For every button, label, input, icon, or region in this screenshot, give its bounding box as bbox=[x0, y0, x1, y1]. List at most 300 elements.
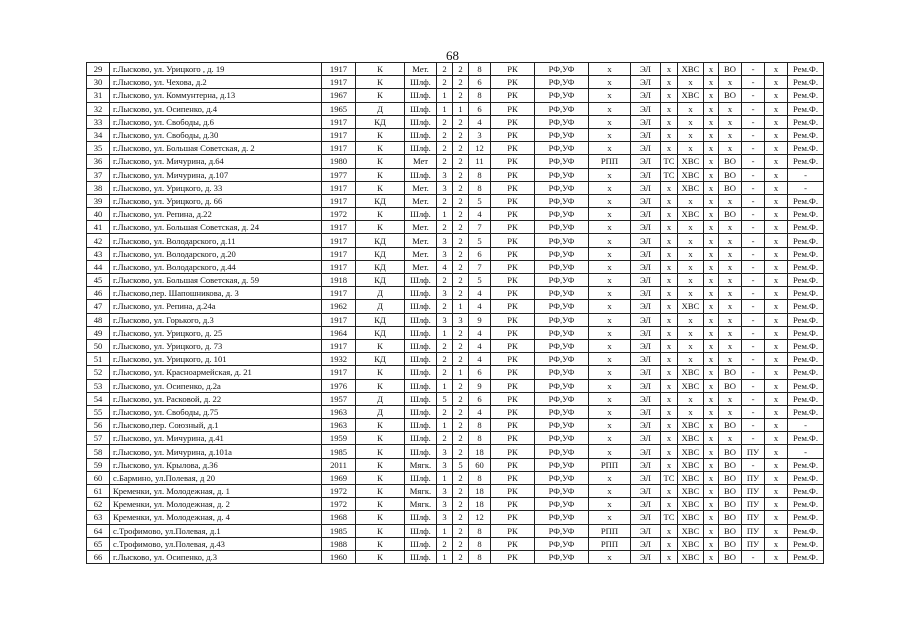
col-pu-cell: - bbox=[742, 115, 765, 128]
apartments-cell: 8 bbox=[469, 419, 491, 432]
entrances-cell: 2 bbox=[453, 247, 469, 260]
table-row bbox=[87, 366, 824, 379]
floors-cell: 2 bbox=[437, 432, 453, 445]
row-number-cell: 55 bbox=[87, 405, 110, 418]
col-hot-water-cell: х bbox=[704, 392, 719, 405]
col-rpp-cell: РПП bbox=[589, 537, 631, 550]
row-number-cell: 64 bbox=[87, 524, 110, 537]
col-gas-cell: х bbox=[765, 102, 788, 115]
apartments-cell: 6 bbox=[469, 76, 491, 89]
roof-material-cell: Шлф. bbox=[405, 168, 437, 181]
col-pu-cell: - bbox=[742, 168, 765, 181]
year-built-cell: 2011 bbox=[322, 458, 356, 471]
wall-material-cell: К bbox=[356, 445, 405, 458]
col-electricity-cell: ЭЛ bbox=[631, 115, 661, 128]
col-electricity-cell: ЭЛ bbox=[631, 221, 661, 234]
col-rk-cell: РК bbox=[491, 432, 535, 445]
row-number-cell: 62 bbox=[87, 498, 110, 511]
col-cold-water-cell: х bbox=[678, 102, 704, 115]
col-electricity-cell: ЭЛ bbox=[631, 142, 661, 155]
table-row bbox=[87, 208, 824, 221]
col-heating-cell: ТС bbox=[661, 511, 678, 524]
entrances-cell: 2 bbox=[453, 405, 469, 418]
col-gas-cell: х bbox=[765, 445, 788, 458]
col-rf-uf-cell: РФ,УФ bbox=[535, 181, 589, 194]
col-hot-water-cell: х bbox=[704, 405, 719, 418]
col-rpp-cell: х bbox=[589, 498, 631, 511]
col-hot-water-cell: х bbox=[704, 339, 719, 352]
year-built-cell: 1917 bbox=[322, 287, 356, 300]
col-gas-cell: х bbox=[765, 142, 788, 155]
col-heating-cell: х bbox=[661, 300, 678, 313]
col-electricity-cell: ЭЛ bbox=[631, 405, 661, 418]
table-row bbox=[87, 142, 824, 155]
col-gas-cell: х bbox=[765, 471, 788, 484]
year-built-cell: 1917 bbox=[322, 181, 356, 194]
entrances-cell: 1 bbox=[453, 366, 469, 379]
col-rpp-cell: х bbox=[589, 300, 631, 313]
floors-cell: 1 bbox=[437, 89, 453, 102]
floors-cell: 1 bbox=[437, 419, 453, 432]
year-built-cell: 1917 bbox=[322, 194, 356, 207]
table-row bbox=[87, 63, 824, 76]
wall-material-cell: К bbox=[356, 471, 405, 484]
entrances-cell: 2 bbox=[453, 63, 469, 76]
col-cold-water-cell: х bbox=[678, 274, 704, 287]
entrances-cell: 2 bbox=[453, 419, 469, 432]
col-electricity-cell: ЭЛ bbox=[631, 537, 661, 550]
floors-cell: 3 bbox=[437, 485, 453, 498]
col-heating-cell: х bbox=[661, 115, 678, 128]
col-rpp-cell: РПП bbox=[589, 524, 631, 537]
address-cell: г.Лысково, ул. Урицкого, д. 101 bbox=[110, 353, 322, 366]
col-rpp-cell: х bbox=[589, 128, 631, 141]
col-gas-cell: х bbox=[765, 155, 788, 168]
col-heating-cell: ТС bbox=[661, 155, 678, 168]
col-rpp-cell: РПП bbox=[589, 155, 631, 168]
col-rk-cell: РК bbox=[491, 128, 535, 141]
col-heating-cell: х bbox=[661, 432, 678, 445]
row-number-cell: 30 bbox=[87, 76, 110, 89]
entrances-cell: 2 bbox=[453, 142, 469, 155]
row-number-cell: 29 bbox=[87, 63, 110, 76]
year-built-cell: 1962 bbox=[322, 300, 356, 313]
col-rk-cell: РК bbox=[491, 419, 535, 432]
row-number-cell: 50 bbox=[87, 339, 110, 352]
year-built-cell: 1917 bbox=[322, 221, 356, 234]
table-row bbox=[87, 471, 824, 484]
col-hot-water-cell: х bbox=[704, 221, 719, 234]
col-gas-cell: х bbox=[765, 511, 788, 524]
table-row bbox=[87, 260, 824, 273]
col-rk-cell: РК bbox=[491, 89, 535, 102]
col-gas-cell: х bbox=[765, 353, 788, 366]
apartments-cell: 60 bbox=[469, 458, 491, 471]
table-row bbox=[87, 326, 824, 339]
entrances-cell: 2 bbox=[453, 432, 469, 445]
apartments-cell: 8 bbox=[469, 432, 491, 445]
col-cold-water-cell: ХВС bbox=[678, 511, 704, 524]
col-rf-uf-cell: РФ,УФ bbox=[535, 300, 589, 313]
col-repair-fund-cell: Рем.Ф. bbox=[788, 194, 824, 207]
table-row bbox=[87, 498, 824, 511]
col-gas-cell: х bbox=[765, 168, 788, 181]
address-cell: г.Лысково, ул. Осипенко, д.2а bbox=[110, 379, 322, 392]
col-cold-water-cell: ХВС bbox=[678, 432, 704, 445]
col-drainage-cell: ВО bbox=[719, 485, 742, 498]
address-cell: г.Лысково, ул. Мичурина, д.101а bbox=[110, 445, 322, 458]
col-electricity-cell: ЭЛ bbox=[631, 392, 661, 405]
col-hot-water-cell: х bbox=[704, 300, 719, 313]
col-electricity-cell: ЭЛ bbox=[631, 471, 661, 484]
col-electricity-cell: ЭЛ bbox=[631, 247, 661, 260]
address-cell: г.Лысково, ул. Мичурина, д.107 bbox=[110, 168, 322, 181]
col-electricity-cell: ЭЛ bbox=[631, 128, 661, 141]
roof-material-cell: Шлф. bbox=[405, 471, 437, 484]
roof-material-cell: Шлф. bbox=[405, 313, 437, 326]
year-built-cell: 1917 bbox=[322, 247, 356, 260]
apartments-cell: 18 bbox=[469, 445, 491, 458]
floors-cell: 2 bbox=[437, 115, 453, 128]
row-number-cell: 58 bbox=[87, 445, 110, 458]
col-gas-cell: х bbox=[765, 76, 788, 89]
entrances-cell: 1 bbox=[453, 102, 469, 115]
col-heating-cell: х bbox=[661, 353, 678, 366]
table-row bbox=[87, 115, 824, 128]
col-rf-uf-cell: РФ,УФ bbox=[535, 168, 589, 181]
col-hot-water-cell: х bbox=[704, 102, 719, 115]
wall-material-cell: К bbox=[356, 339, 405, 352]
col-repair-fund-cell: Рем.Ф. bbox=[788, 485, 824, 498]
col-drainage-cell: х bbox=[719, 274, 742, 287]
col-hot-water-cell: х bbox=[704, 63, 719, 76]
row-number-cell: 32 bbox=[87, 102, 110, 115]
col-repair-fund-cell: Рем.Ф. bbox=[788, 300, 824, 313]
col-drainage-cell: ВО bbox=[719, 208, 742, 221]
col-rf-uf-cell: РФ,УФ bbox=[535, 524, 589, 537]
col-drainage-cell: х bbox=[719, 353, 742, 366]
col-drainage-cell: ВО bbox=[719, 181, 742, 194]
apartments-cell: 4 bbox=[469, 115, 491, 128]
col-pu-cell: - bbox=[742, 128, 765, 141]
col-hot-water-cell: х bbox=[704, 313, 719, 326]
col-heating-cell: х bbox=[661, 419, 678, 432]
year-built-cell: 1957 bbox=[322, 392, 356, 405]
address-cell: г.Лысково, ул. Урицкого, д. 66 bbox=[110, 194, 322, 207]
col-electricity-cell: ЭЛ bbox=[631, 313, 661, 326]
entrances-cell: 2 bbox=[453, 155, 469, 168]
col-drainage-cell: ВО bbox=[719, 168, 742, 181]
col-cold-water-cell: ХВС bbox=[678, 537, 704, 550]
col-pu-cell: - bbox=[742, 326, 765, 339]
col-rf-uf-cell: РФ,УФ bbox=[535, 76, 589, 89]
roof-material-cell: Шлф. bbox=[405, 142, 437, 155]
col-heating-cell: х bbox=[661, 287, 678, 300]
address-cell: г.Лысково, ул. Урицкого, д. 25 bbox=[110, 326, 322, 339]
wall-material-cell: К bbox=[356, 511, 405, 524]
address-cell: г.Лысково, ул. Свободы, д.30 bbox=[110, 128, 322, 141]
address-cell: г.Лысково, ул. Коммунтерна, д.13 bbox=[110, 89, 322, 102]
col-heating-cell: х bbox=[661, 339, 678, 352]
col-rk-cell: РК bbox=[491, 287, 535, 300]
col-rpp-cell: х bbox=[589, 405, 631, 418]
roof-material-cell: Шлф. bbox=[405, 524, 437, 537]
table-row bbox=[87, 524, 824, 537]
col-drainage-cell: х bbox=[719, 392, 742, 405]
row-number-cell: 34 bbox=[87, 128, 110, 141]
address-cell: г.Лысково, ул. Володарского, д.44 bbox=[110, 260, 322, 273]
floors-cell: 3 bbox=[437, 287, 453, 300]
wall-material-cell: К bbox=[356, 379, 405, 392]
roof-material-cell: Мет. bbox=[405, 194, 437, 207]
address-cell: Кременки, ул. Молодежная, д. 1 bbox=[110, 485, 322, 498]
wall-material-cell: КД bbox=[356, 194, 405, 207]
row-number-cell: 57 bbox=[87, 432, 110, 445]
floors-cell: 1 bbox=[437, 102, 453, 115]
year-built-cell: 1932 bbox=[322, 353, 356, 366]
floors-cell: 3 bbox=[437, 247, 453, 260]
roof-material-cell: Шлф. bbox=[405, 537, 437, 550]
col-drainage-cell: х bbox=[719, 142, 742, 155]
col-heating-cell: х bbox=[661, 234, 678, 247]
col-repair-fund-cell: - bbox=[788, 419, 824, 432]
wall-material-cell: К bbox=[356, 419, 405, 432]
table-body bbox=[87, 63, 824, 564]
col-cold-water-cell: ХВС bbox=[678, 550, 704, 563]
apartments-cell: 8 bbox=[469, 181, 491, 194]
entrances-cell: 2 bbox=[453, 76, 469, 89]
col-heating-cell: х bbox=[661, 445, 678, 458]
col-heating-cell: х bbox=[661, 326, 678, 339]
wall-material-cell: К bbox=[356, 142, 405, 155]
col-pu-cell: - bbox=[742, 89, 765, 102]
address-cell: г.Лысково, ул. Репина, д.22 bbox=[110, 208, 322, 221]
col-rk-cell: РК bbox=[491, 168, 535, 181]
col-cold-water-cell: х bbox=[678, 76, 704, 89]
col-pu-cell: - bbox=[742, 260, 765, 273]
apartments-cell: 4 bbox=[469, 339, 491, 352]
col-gas-cell: х bbox=[765, 313, 788, 326]
col-cold-water-cell: ХВС bbox=[678, 419, 704, 432]
col-drainage-cell: х bbox=[719, 339, 742, 352]
col-pu-cell: - bbox=[742, 432, 765, 445]
table-row bbox=[87, 76, 824, 89]
col-rk-cell: РК bbox=[491, 142, 535, 155]
col-hot-water-cell: х bbox=[704, 247, 719, 260]
col-rpp-cell: х bbox=[589, 168, 631, 181]
col-electricity-cell: ЭЛ bbox=[631, 458, 661, 471]
col-repair-fund-cell: Рем.Ф. bbox=[788, 260, 824, 273]
apartments-cell: 6 bbox=[469, 392, 491, 405]
table-row bbox=[87, 485, 824, 498]
entrances-cell: 2 bbox=[453, 339, 469, 352]
col-electricity-cell: ЭЛ bbox=[631, 76, 661, 89]
table-row bbox=[87, 313, 824, 326]
wall-material-cell: КД bbox=[356, 313, 405, 326]
col-electricity-cell: ЭЛ bbox=[631, 485, 661, 498]
apartments-cell: 8 bbox=[469, 471, 491, 484]
col-repair-fund-cell: Рем.Ф. bbox=[788, 550, 824, 563]
apartments-cell: 8 bbox=[469, 524, 491, 537]
col-drainage-cell: х bbox=[719, 102, 742, 115]
col-drainage-cell: ВО bbox=[719, 511, 742, 524]
address-cell: г.Лысково, ул. Урицкого, д. 73 bbox=[110, 339, 322, 352]
address-cell: Кременки, ул. Молодежная, д. 4 bbox=[110, 511, 322, 524]
col-electricity-cell: ЭЛ bbox=[631, 511, 661, 524]
col-hot-water-cell: х bbox=[704, 181, 719, 194]
col-drainage-cell: х bbox=[719, 234, 742, 247]
col-cold-water-cell: ХВС bbox=[678, 300, 704, 313]
col-drainage-cell: х bbox=[719, 313, 742, 326]
col-rk-cell: РК bbox=[491, 366, 535, 379]
col-rk-cell: РК bbox=[491, 511, 535, 524]
col-rk-cell: РК bbox=[491, 76, 535, 89]
address-cell: г.Лысково, ул. Свободы, д.6 bbox=[110, 115, 322, 128]
col-rk-cell: РК bbox=[491, 181, 535, 194]
page-number: 68 bbox=[446, 48, 459, 63]
col-cold-water-cell: ХВС bbox=[678, 168, 704, 181]
floors-cell: 3 bbox=[437, 181, 453, 194]
col-electricity-cell: ЭЛ bbox=[631, 274, 661, 287]
floors-cell: 2 bbox=[437, 155, 453, 168]
col-rk-cell: РК bbox=[491, 392, 535, 405]
col-gas-cell: х bbox=[765, 260, 788, 273]
col-repair-fund-cell: Рем.Ф. bbox=[788, 405, 824, 418]
col-rpp-cell: х bbox=[589, 208, 631, 221]
address-cell: г.Лысково,пер. Шапошникова, д. 3 bbox=[110, 287, 322, 300]
col-repair-fund-cell: Рем.Ф. bbox=[788, 432, 824, 445]
roof-material-cell: Шлф. bbox=[405, 115, 437, 128]
col-rf-uf-cell: РФ,УФ bbox=[535, 208, 589, 221]
year-built-cell: 1918 bbox=[322, 274, 356, 287]
year-built-cell: 1917 bbox=[322, 260, 356, 273]
col-repair-fund-cell: Рем.Ф. bbox=[788, 274, 824, 287]
row-number-cell: 42 bbox=[87, 234, 110, 247]
col-gas-cell: х bbox=[765, 366, 788, 379]
col-heating-cell: х bbox=[661, 405, 678, 418]
col-hot-water-cell: х bbox=[704, 287, 719, 300]
col-heating-cell: х bbox=[661, 313, 678, 326]
entrances-cell: 2 bbox=[453, 550, 469, 563]
row-number-cell: 48 bbox=[87, 313, 110, 326]
col-rk-cell: РК bbox=[491, 445, 535, 458]
col-pu-cell: - bbox=[742, 221, 765, 234]
wall-material-cell: К bbox=[356, 76, 405, 89]
year-built-cell: 1917 bbox=[322, 366, 356, 379]
col-electricity-cell: ЭЛ bbox=[631, 432, 661, 445]
address-cell: г.Лысково, ул. Мичурина, д.41 bbox=[110, 432, 322, 445]
col-gas-cell: х bbox=[765, 379, 788, 392]
table-row bbox=[87, 392, 824, 405]
col-rpp-cell: х bbox=[589, 432, 631, 445]
col-heating-cell: х bbox=[661, 102, 678, 115]
entrances-cell: 2 bbox=[453, 128, 469, 141]
col-cold-water-cell: ХВС bbox=[678, 471, 704, 484]
wall-material-cell: К bbox=[356, 63, 405, 76]
col-pu-cell: - bbox=[742, 353, 765, 366]
apartments-cell: 7 bbox=[469, 221, 491, 234]
col-rf-uf-cell: РФ,УФ bbox=[535, 194, 589, 207]
roof-material-cell: Мягк. bbox=[405, 485, 437, 498]
col-heating-cell: х bbox=[661, 274, 678, 287]
wall-material-cell: КД bbox=[356, 274, 405, 287]
wall-material-cell: К bbox=[356, 485, 405, 498]
table-row bbox=[87, 221, 824, 234]
year-built-cell: 1917 bbox=[322, 76, 356, 89]
entrances-cell: 2 bbox=[453, 524, 469, 537]
col-pu-cell: ПУ bbox=[742, 498, 765, 511]
table-row bbox=[87, 155, 824, 168]
address-cell: Кременки, ул. Молодежная, д. 2 bbox=[110, 498, 322, 511]
col-gas-cell: х bbox=[765, 405, 788, 418]
col-rpp-cell: х bbox=[589, 234, 631, 247]
col-rf-uf-cell: РФ,УФ bbox=[535, 155, 589, 168]
col-heating-cell: х bbox=[661, 194, 678, 207]
roof-material-cell: Шлф. bbox=[405, 366, 437, 379]
address-cell: г.Лысково,пер. Союзный, д.1 bbox=[110, 419, 322, 432]
wall-material-cell: К bbox=[356, 181, 405, 194]
col-pu-cell: - bbox=[742, 274, 765, 287]
col-repair-fund-cell: Рем.Ф. bbox=[788, 76, 824, 89]
col-heating-cell: х bbox=[661, 181, 678, 194]
floors-cell: 2 bbox=[437, 366, 453, 379]
col-gas-cell: х bbox=[765, 247, 788, 260]
col-repair-fund-cell: Рем.Ф. bbox=[788, 498, 824, 511]
row-number-cell: 40 bbox=[87, 208, 110, 221]
col-rpp-cell: РПП bbox=[589, 458, 631, 471]
roof-material-cell: Шлф. bbox=[405, 392, 437, 405]
address-cell: г.Лысково, ул. Большая Советская, д. 59 bbox=[110, 274, 322, 287]
apartments-cell: 8 bbox=[469, 89, 491, 102]
col-drainage-cell: х bbox=[719, 260, 742, 273]
col-electricity-cell: ЭЛ bbox=[631, 300, 661, 313]
col-electricity-cell: ЭЛ bbox=[631, 208, 661, 221]
col-repair-fund-cell: Рем.Ф. bbox=[788, 511, 824, 524]
col-rk-cell: РК bbox=[491, 326, 535, 339]
col-rk-cell: РК bbox=[491, 498, 535, 511]
floors-cell: 3 bbox=[437, 313, 453, 326]
floors-cell: 5 bbox=[437, 392, 453, 405]
col-rpp-cell: х bbox=[589, 274, 631, 287]
col-heating-cell: ТС bbox=[661, 168, 678, 181]
col-gas-cell: х bbox=[765, 537, 788, 550]
col-rpp-cell: х bbox=[589, 115, 631, 128]
col-heating-cell: х bbox=[661, 76, 678, 89]
apartments-cell: 18 bbox=[469, 485, 491, 498]
col-rk-cell: РК bbox=[491, 471, 535, 484]
wall-material-cell: К bbox=[356, 208, 405, 221]
col-rf-uf-cell: РФ,УФ bbox=[535, 366, 589, 379]
col-repair-fund-cell: Рем.Ф. bbox=[788, 221, 824, 234]
apartments-cell: 4 bbox=[469, 287, 491, 300]
entrances-cell: 2 bbox=[453, 537, 469, 550]
address-cell: г.Лысково, ул. Большая Советская, д. 2 bbox=[110, 142, 322, 155]
col-drainage-cell: ВО bbox=[719, 498, 742, 511]
entrances-cell: 3 bbox=[453, 313, 469, 326]
col-gas-cell: х bbox=[765, 300, 788, 313]
col-rk-cell: РК bbox=[491, 339, 535, 352]
col-rpp-cell: х bbox=[589, 379, 631, 392]
wall-material-cell: КД bbox=[356, 353, 405, 366]
col-heating-cell: х bbox=[661, 498, 678, 511]
col-gas-cell: х bbox=[765, 63, 788, 76]
wall-material-cell: К bbox=[356, 221, 405, 234]
address-cell: г.Лысково, ул. Красноармейская, д. 21 bbox=[110, 366, 322, 379]
col-pu-cell: ПУ bbox=[742, 537, 765, 550]
col-rpp-cell: х bbox=[589, 287, 631, 300]
col-cold-water-cell: ХВС bbox=[678, 366, 704, 379]
address-cell: г.Лысково, ул. Крылова, д.36 bbox=[110, 458, 322, 471]
